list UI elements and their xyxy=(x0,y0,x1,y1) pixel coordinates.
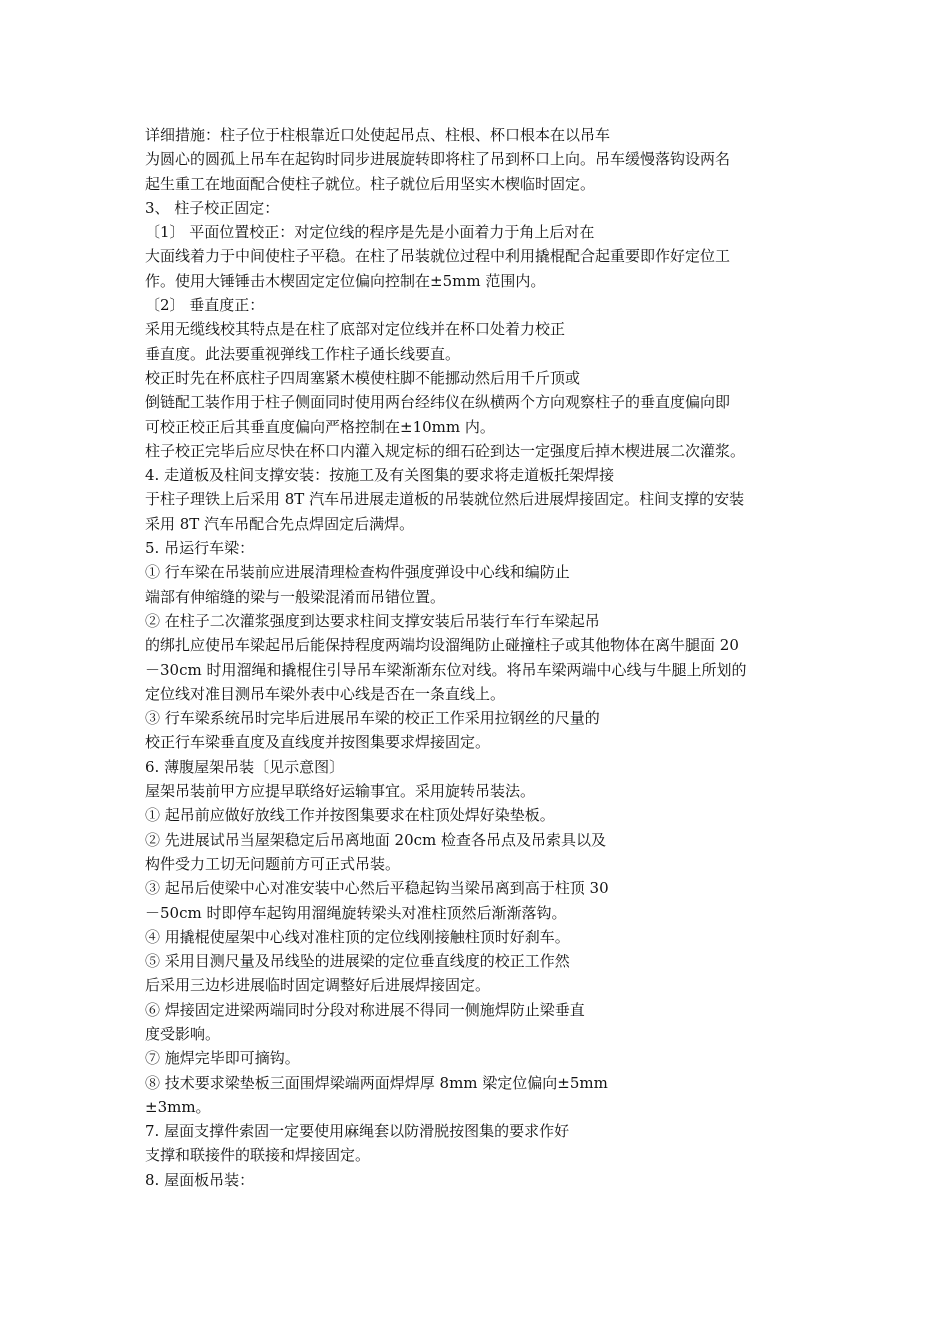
text-line: 屋架吊装前甲方应提早联络好运输事宜。采用旋转吊装法。 xyxy=(145,782,536,801)
text-line: 〔1〕 平面位置校正：对定位线的程序是先是小面着力于角上后对在 xyxy=(145,223,595,242)
text-line: ① 行车梁在吊装前应进展清理检查构件强度弹设中心线和编防止 xyxy=(145,563,570,582)
text-line: 〔2〕 垂直度正： xyxy=(145,296,265,315)
text-line: ③ 起吊后使梁中心对准安装中心然后平稳起钩当梁吊离到高于柱顶 30 xyxy=(145,879,609,898)
text-line: 详细措施：柱子位于柱根靠近口处使起吊点、柱根、杯口根本在以吊车 xyxy=(145,126,611,144)
text-line: 校正行车梁垂直度及直线度并按图集要求焊接固定。 xyxy=(145,733,491,752)
text-line: 6. 薄腹屋架吊装〔见示意图〕 xyxy=(145,757,345,776)
text-line: 采用 8T 汽车吊配合先点焊固定后满焊。 xyxy=(145,514,415,533)
text-line: 为圆心的圆孤上吊车在起钩时同步进展旋转即将柱了吊到杯口上向。吊车缓慢落钩设两名 xyxy=(145,150,731,169)
text-line: 校正时先在杯底柱子四周塞紧木模使柱脚不能挪动然后用千斤顶或 xyxy=(145,368,581,387)
text-line: 大面线着力于中间使柱子平稳。在柱了吊装就位过程中利用撬棍配合起重要即作好定位工 xyxy=(145,247,731,266)
text-line: 起生重工在地面配合使柱子就位。柱子就位后用坚实木楔临时固定。 xyxy=(145,174,596,193)
text-line: 的绑扎应使吊车梁起吊后能保持程度两端均设溜绳防止碰撞柱子或其他物体在离牛腿面 20 xyxy=(145,636,739,655)
text-line: 柱子校正完毕后应尽快在杯口内灌入规定标的细石砼到达一定强度后掉木楔进展二次灌浆。 xyxy=(145,441,746,460)
text-line: 度受影响。 xyxy=(145,1024,221,1043)
text-line: ① 起吊前应做好放线工作并按图集要求在柱顶处焊好染垫板。 xyxy=(145,806,555,825)
text-line: 定位线对准目测吊车梁外表中心线是否在一条直线上。 xyxy=(145,684,506,703)
text-line: 后采用三边杉进展临时固定调整好后进展焊接固定。 xyxy=(145,976,491,995)
text-line: ④ 用撬棍使屋架中心线对准柱顶的定位线刚接触柱顶时好刹车。 xyxy=(145,927,570,946)
text-line: ⑤ 采用目测尺量及吊线坠的进展梁的定位垂直线度的校正工作然 xyxy=(145,952,570,971)
text-line: ② 先进展试吊当屋架稳定后吊离地面 20cm 检查各吊点及吊索具以及 xyxy=(145,830,607,849)
text-line: 支撑和联接件的联接和焊接固定。 xyxy=(145,1146,371,1165)
text-line: 构件受力工切无问题前方可正式吊装。 xyxy=(145,854,401,873)
text-line: 8. 屋面板吊装： xyxy=(145,1170,255,1189)
text-line: ±3mm。 xyxy=(145,1097,211,1116)
text-line: ⑦ 施焊完毕即可摘钩。 xyxy=(145,1049,300,1068)
text-line: 4. 走道板及柱间支撑安装：按施工及有关图集的要求将走道板托架焊接 xyxy=(145,466,615,485)
text-line: 于柱子理铁上后采用 8T 汽车吊进展走道板的吊装就位然后进展焊接固定。柱间支撑的安装 xyxy=(145,490,745,509)
text-line: －30cm 时用溜绳和撬棍住引导吊车梁渐渐东位对线。将吊车梁两端中心线与牛腿上所划的 xyxy=(145,660,747,679)
text-line: 采用无缆线校其特点是在柱了底部对定位线并在杯口处着力校正 xyxy=(145,320,566,339)
text-line: 作。使用大锤锤击木楔固定定位偏向控制在±5mm 范围内。 xyxy=(145,271,546,290)
text-line: 可校正校正后其垂直度偏向严格控制在±10mm 内。 xyxy=(145,417,495,436)
text-line: 7. 屋面支撑件索固一定要使用麻绳套以防滑脱按图集的要求作好 xyxy=(145,1122,570,1141)
text-line: ③ 行车梁系统吊时完毕后进展吊车梁的校正工作采用拉钢丝的尺量的 xyxy=(145,709,600,728)
text-line: ⑧ 技术要求梁垫板三面围焊梁端两面焊焊厚 8mm 梁定位偏向±5mm xyxy=(145,1073,608,1092)
document-body xyxy=(145,123,815,1192)
text-line: ⑥ 焊接固定进梁两端同时分段对称进展不得同一侧施焊防止梁垂直 xyxy=(145,1000,585,1019)
text-line: 垂直度。此法要重视弹线工作柱子通长线要直。 xyxy=(145,344,461,363)
text-line: －50cm 时即停车起钩用溜绳旋转梁头对准柱顶然后渐渐落钩。 xyxy=(145,903,567,922)
text-line: 3、 柱子校正固定： xyxy=(145,198,280,217)
text-line: 倒链配工装作用于柱子侧面同时使用两台经纬仪在纵横两个方向观察柱子的垂直度偏向即 xyxy=(145,393,731,412)
text-line: 端部有伸缩缝的梁与一般梁混淆而吊错位置。 xyxy=(145,587,446,606)
text-line: 5. 吊运行车梁： xyxy=(145,539,255,558)
text-line: ② 在柱子二次灌浆强度到达要求柱间支撑安装后吊装行车行车梁起吊 xyxy=(145,611,600,630)
